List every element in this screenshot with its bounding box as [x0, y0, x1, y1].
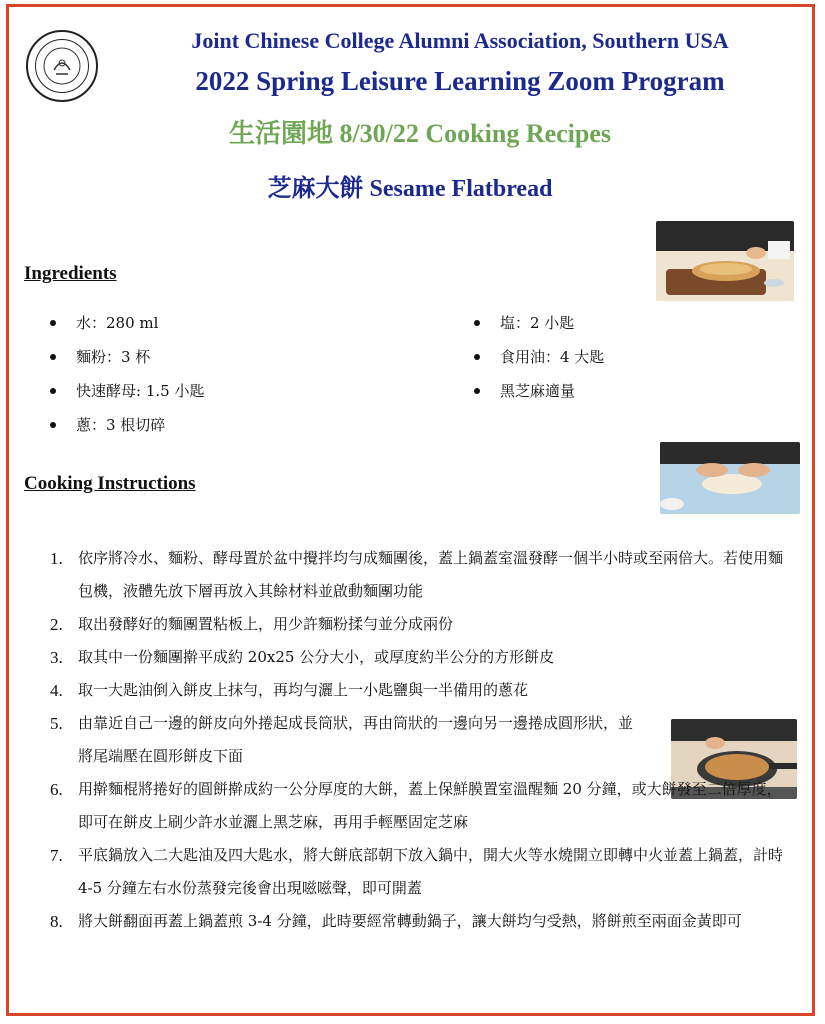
- organization-title: Joint Chinese College Alumni Association, Southern USA: [191, 28, 729, 53]
- list-item: 麵粉：3 杯: [46, 345, 204, 379]
- instructions-heading: Cooking Instructions: [24, 473, 196, 494]
- rolling-dough-photo: [660, 442, 800, 514]
- list-item: 快速酵母: 1.5 小匙: [46, 379, 204, 413]
- association-seal-icon: [26, 30, 98, 102]
- list-item: 水：280 ml: [46, 311, 204, 345]
- step-item: 5. 由靠近自己一邊的餅皮向外捲起成長筒狀，再由筒狀的一邊向另一邊捲成圓形狀，並將尾端壓在圓形餅皮下面: [50, 714, 634, 765]
- instructions-list: [46, 542, 786, 938]
- step-item: 7. 平底鍋放入二大匙油及四大匙水，將大餅底部朝下放入鍋中，開大火等水燒開立即轉中火並蓋上鍋蓋，計時 4-5 分鐘左右水份蒸發完後會出現嗞嗞聲，即可開蓋: [50, 846, 784, 897]
- ingredients-list-right: [470, 311, 604, 413]
- flatbread-photo: [656, 221, 794, 301]
- list-item: 塩：2 小匙: [470, 311, 604, 345]
- program-title: 2022 Spring Leisure Learning Zoom Program: [195, 66, 725, 96]
- step-item: 1. 依序將冷水、麵粉、酵母置於盆中攪拌均勻成麵團後，蓋上鍋蓋室溫發酵一個半小時或至兩倍大。若使用麵包機，液體先放下層再放入其餘材料並啟動麵團功能: [50, 549, 784, 600]
- list-item: 食用油：4 大匙: [470, 345, 604, 379]
- step-item: 3. 取其中一份麵團擀平成約 20x25 公分大小，或厚度約半公分的方形餅皮: [50, 648, 555, 667]
- recipe-title: 芝麻大餅 Sesame Flatbread: [267, 176, 553, 202]
- step-item: 8. 將大餅翻面再蓋上鍋蓋煎 3-4 分鐘，此時要經常轉動鍋子，讓大餅均勻受熱，將餅煎至兩面金黃即可: [50, 912, 742, 931]
- step-item: 6. 用擀麵棍將捲好的圓餅擀成約一公分厚度的大餅，蓋上保鮮膜置室溫醒麵 20 分鐘，或大餅發至二倍厚度，即可在餅皮上刷少許水並灑上黑芝麻，再用手輕壓固定芝麻: [50, 780, 782, 831]
- ingredients-list-left: [46, 311, 204, 447]
- list-item: 黑芝麻適量: [470, 379, 604, 413]
- ingredients-heading: Ingredients: [24, 263, 117, 284]
- list-item: 蔥：3 根切碎: [46, 413, 204, 447]
- recipes-subtitle: 生活園地 8/30/22 Cooking Recipes: [228, 119, 612, 148]
- step-item: 4. 取一大匙油倒入餅皮上抹勻，再均勻灑上一小匙鹽與一半備用的蔥花: [50, 681, 529, 700]
- step-item: 2. 取出發酵好的麵團置粘板上，用少許麵粉揉勻並分成兩份: [50, 615, 454, 634]
